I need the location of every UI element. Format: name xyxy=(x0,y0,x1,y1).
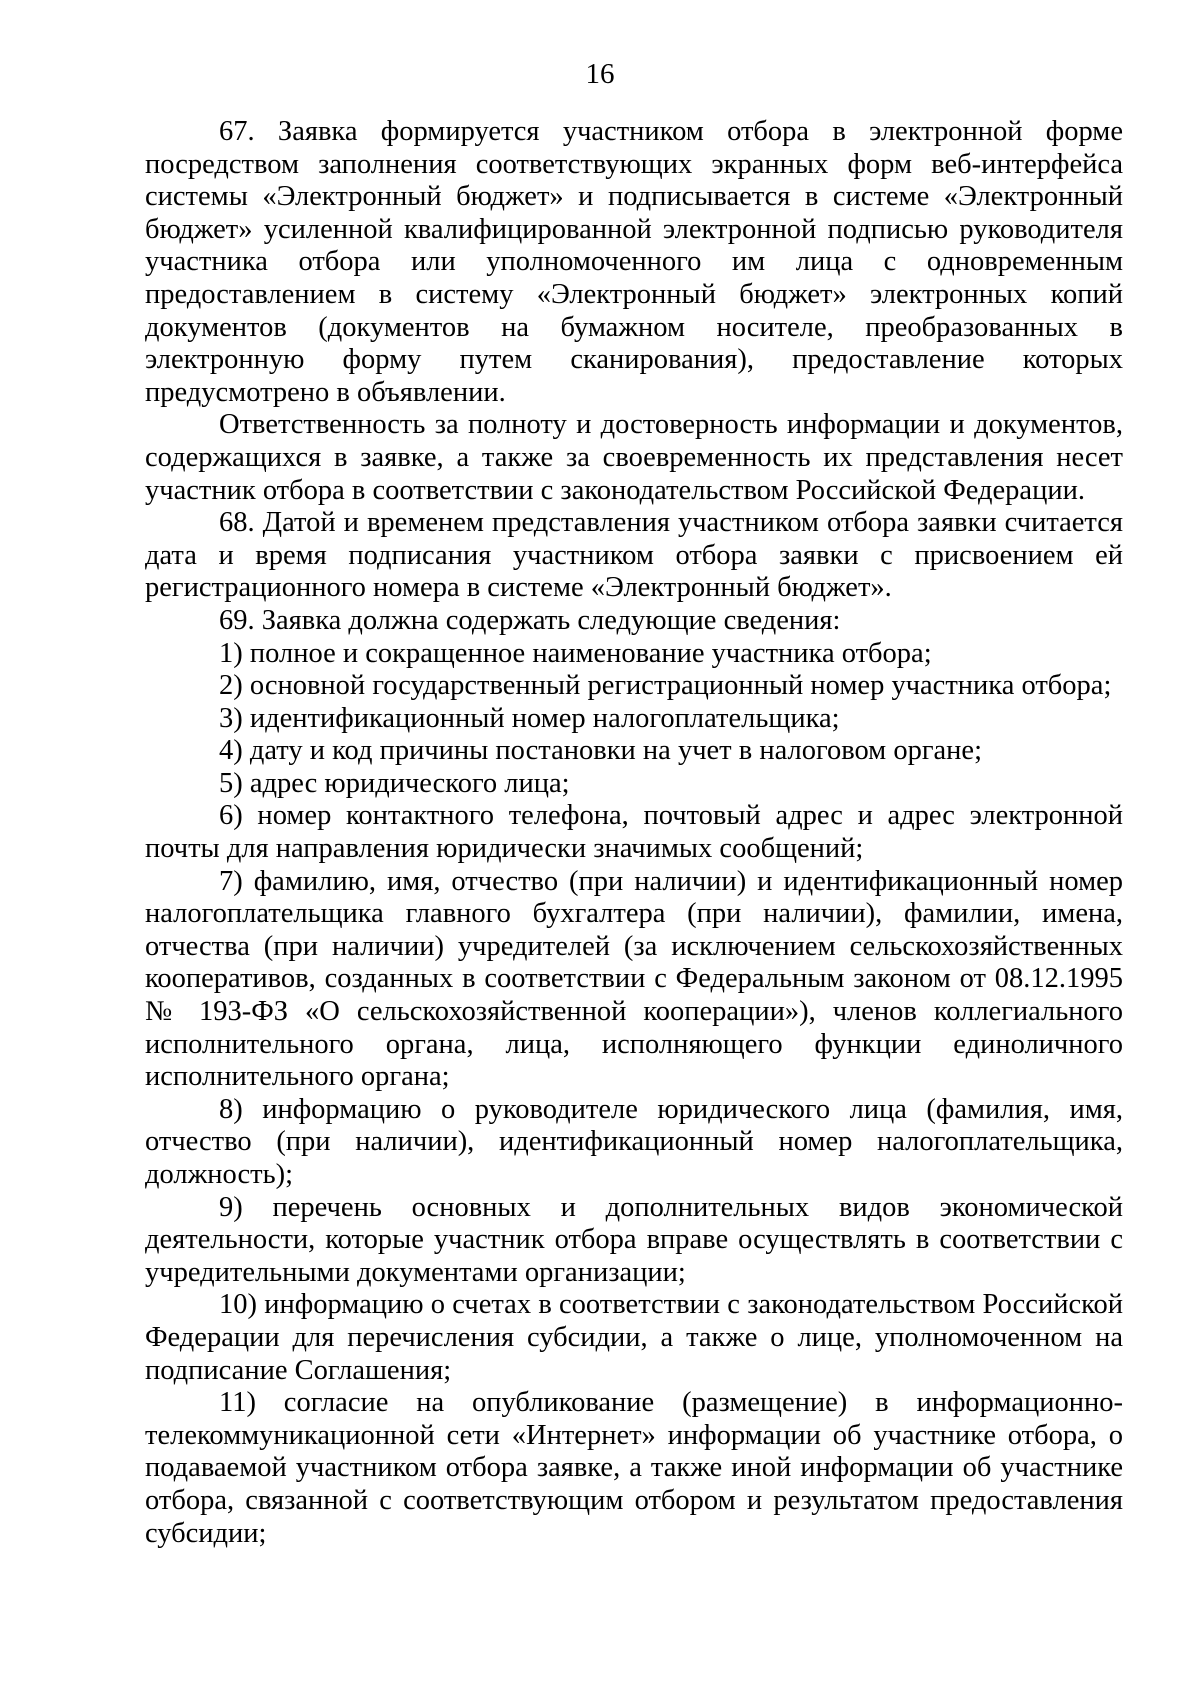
paragraph-68: 68. Датой и временем представления участником отбора заявки считается дата и время подписания участником отбора заявки с присвоением ей регистрационного номера в системе «Электронный бюджет». xyxy=(145,507,1123,604)
list-item-10: 10) информацию о счетах в соответствии с законодательством Российской Федерации для перечисления субсидии, а также о лице, уполномоченном на подписание Соглашения; xyxy=(145,1289,1123,1386)
list-item-2: 2) основной государственный регистрационный номер участника отбора; xyxy=(219,670,1112,702)
paragraph-67: 67. Заявка формируется участником отбора в электронной форме посредством заполнения соответствующих экранных форм веб-интерфейса системы «Электронный бюджет» и подписывается в системе «Электронный бюджет» усиленной квалифицированной электронной подписью руководителя участника отбора или уполномоченного им лица с одновременным предоставлением в систему «Электронный бюджет» электронных копий документов (документов на бумажном носителе, преобразованных в электронную форму путем сканирования), предоставление которых предусмотрено в объявлении. xyxy=(145,116,1123,408)
page-number: 16 xyxy=(585,58,615,90)
list-item-9: 9) перечень основных и дополнительных видов экономической деятельности, которые участник отбора вправе осуществлять в соответствии с учредительными документами организации; xyxy=(145,1191,1123,1288)
list-item-4: 4) дату и код причины постановки на учет в налоговом органе; xyxy=(219,735,982,767)
list-item-11: 11) согласие на опубликование (размещение) в информационно-телекоммуникационной сети «Интернет» информации об участнике отбора, о подаваемой участником отбора заявке, а также иной информации об участнике отбора, связанной с соответствующим отбором и результатом предоставления субсидии; xyxy=(145,1387,1123,1549)
list-item-6: 6) номер контактного телефона, почтовый адрес и адрес электронной почты для направления юридически значимых сообщений; xyxy=(145,800,1123,865)
list-item-8: 8) информацию о руководителе юридического лица (фамилия, имя, отчество (при наличии), идентификационный номер налогоплательщика, должность); xyxy=(145,1093,1123,1190)
document-body xyxy=(145,116,1123,1550)
list-item-7: 7) фамилию, имя, отчество (при наличии) и идентификационный номер налогоплательщика главного бухгалтера (при наличии), фамилии, имена, отчества (при наличии) учредителей (за исключением сельскохозяйственных кооперативов, созданных в соответствии с Федеральным законом от 08.12.1995 № 193-ФЗ «О сельскохозяйственной кооперации»), членов коллегиального исполнительного органа, лица, исполняющего функции единоличного исполнительного органа; xyxy=(145,865,1123,1093)
paragraph-69: 69. Заявка должна содержать следующие сведения: xyxy=(219,604,841,636)
list-item-3: 3) идентификационный номер налогоплательщика; xyxy=(219,702,840,734)
paragraph-responsibility: Ответственность за полноту и достоверность информации и документов, содержащихся в заявке, а также за своевременность их представления несет участник отбора в соответствии с законодательством Российской Федерации. xyxy=(145,409,1123,506)
list-item-5: 5) адрес юридического лица; xyxy=(219,767,570,799)
list-item-1: 1) полное и сокращенное наименование участника отбора; xyxy=(219,637,932,669)
